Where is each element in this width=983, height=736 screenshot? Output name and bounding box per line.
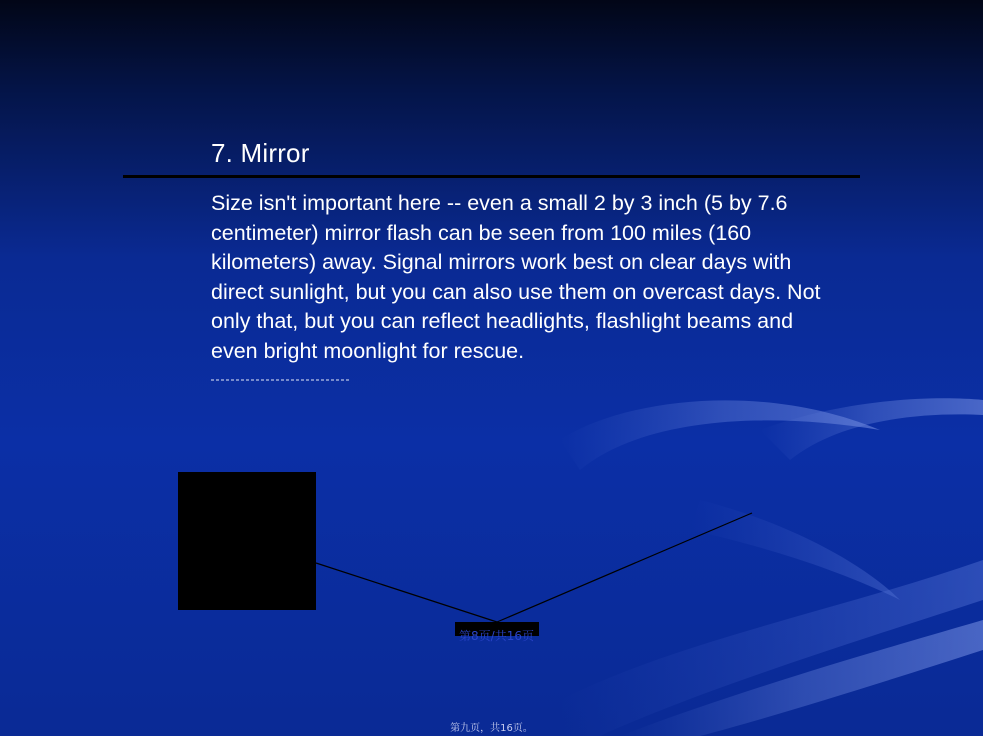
left-connector-line [316, 563, 497, 622]
slide-title: 7. Mirror [211, 138, 310, 168]
page-label-text: 第8页/共16页 [459, 629, 534, 643]
right-connector-line [497, 513, 752, 622]
slide-body-text: Size isn't important here -- even a small 2 by 3 inch (5 by 7.6 centimeter) mirror flash can be seen from 100 miles (160 kilometers) away. Signal mirrors work best on clear days with direct sunlight, but you can also use them on overcast days. Not only that, but you can reflect headlights, flashlight beams and even bright moonlight for rescue. [211, 191, 821, 363]
placeholder-image [178, 472, 316, 610]
title-divider [123, 175, 860, 178]
faint-caption-line [211, 379, 351, 381]
slide-footer: 第九页，共16页。 [450, 723, 533, 734]
